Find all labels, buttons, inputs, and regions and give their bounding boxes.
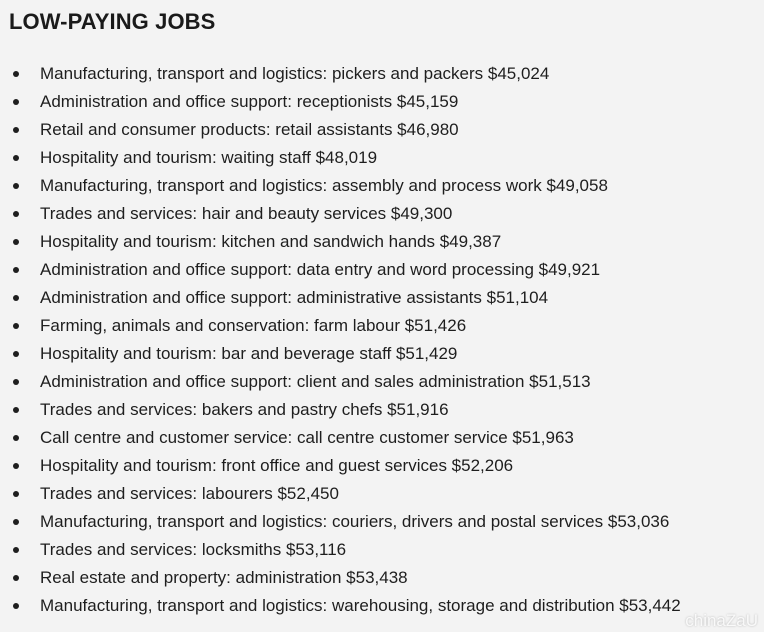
job-text: Trades and services: bakers and pastry chefs $51,916 [40,400,449,419]
list-item [0,60,764,88]
bullet-icon [13,603,19,609]
bullet-icon [13,379,19,385]
list-item [0,228,764,256]
job-text: Manufacturing, transport and logistics: couriers, drivers and postal services $53,036 [40,512,670,531]
bullet-icon [13,99,19,105]
job-text: Administration and office support: client and sales administration $51,513 [40,372,591,391]
list-item [0,396,764,424]
list-item [0,508,764,536]
list-item [0,452,764,480]
job-text: Hospitality and tourism: kitchen and sandwich hands $49,387 [40,232,502,251]
bullet-icon [13,575,19,581]
job-list [0,60,764,620]
bullet-icon [13,155,19,161]
bullet-icon [13,295,19,301]
bullet-icon [13,323,19,329]
job-text: Administration and office support: receptionists $45,159 [40,92,459,111]
page-title: LOW-PAYING JOBS [9,9,216,34]
bullet-icon [13,463,19,469]
job-text: Farming, animals and conservation: farm labour $51,426 [40,316,467,335]
job-text: Manufacturing, transport and logistics: warehousing, storage and distribution $53,442 [40,596,681,615]
list-item [0,284,764,312]
bullet-icon [13,127,19,133]
list-item [0,312,764,340]
bullet-icon [13,547,19,553]
bullet-icon [13,519,19,525]
bullet-icon [13,239,19,245]
list-item [0,200,764,228]
job-text: Trades and services: hair and beauty services $49,300 [40,204,453,223]
bullet-icon [13,351,19,357]
list-item [0,144,764,172]
list-item [0,340,764,368]
job-text: Administration and office support: administrative assistants $51,104 [40,288,549,307]
list-item [0,424,764,452]
list-item [0,116,764,144]
job-text: Hospitality and tourism: bar and beverage staff $51,429 [40,344,458,363]
bullet-icon [13,183,19,189]
job-text: Trades and services: locksmiths $53,116 [40,540,347,559]
job-text: Real estate and property: administration $53,438 [40,568,408,587]
bullet-icon [13,71,19,77]
bullet-icon [13,211,19,217]
list-item [0,592,764,620]
job-text: Retail and consumer products: retail assistants $46,980 [40,120,459,139]
list-item [0,480,764,508]
list-item [0,88,764,116]
job-text: Administration and office support: data entry and word processing $49,921 [40,260,601,279]
job-text: Trades and services: labourers $52,450 [40,484,339,503]
watermark: chinaZaU [685,611,758,630]
list-item [0,172,764,200]
job-text: Manufacturing, transport and logistics: pickers and packers $45,024 [40,64,550,83]
list-item [0,564,764,592]
job-text: Hospitality and tourism: front office and guest services $52,206 [40,456,514,475]
job-text: Manufacturing, transport and logistics: assembly and process work $49,058 [40,176,608,195]
list-item [0,368,764,396]
bullet-icon [13,407,19,413]
list-item [0,256,764,284]
bullet-icon [13,491,19,497]
bullet-icon [13,267,19,273]
bullet-icon [13,435,19,441]
list-item [0,536,764,564]
job-text: Call centre and customer service: call centre customer service $51,963 [40,428,574,447]
job-text: Hospitality and tourism: waiting staff $48,019 [40,148,378,167]
